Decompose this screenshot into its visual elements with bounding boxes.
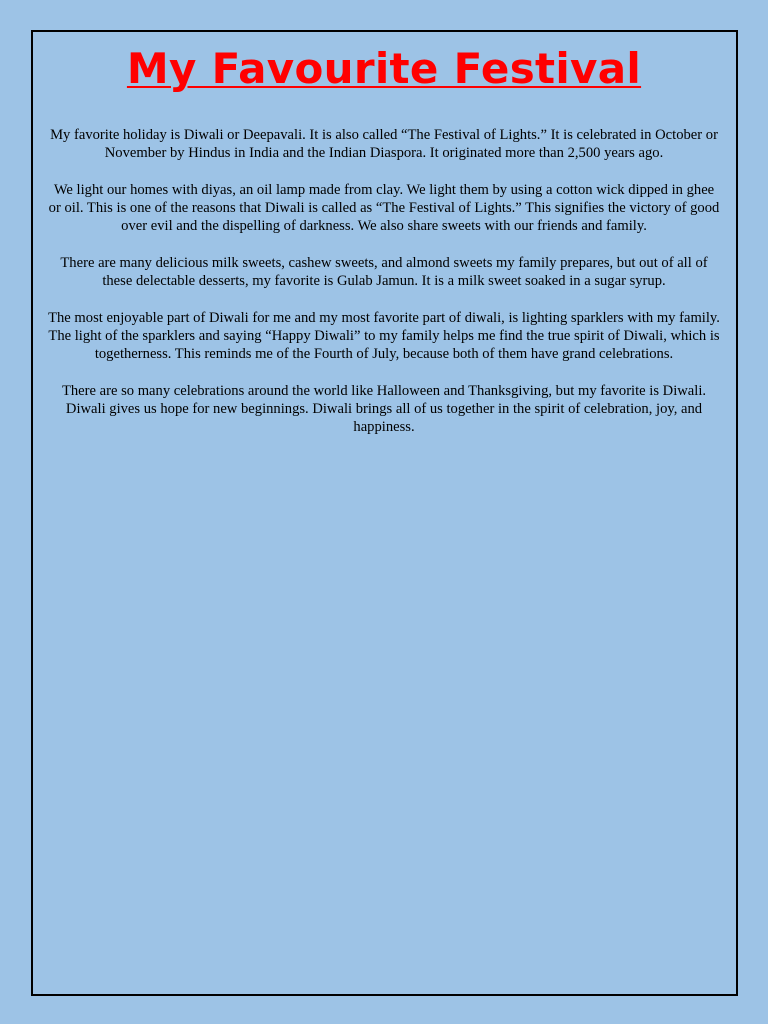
paragraph-conclusion: There are so many celebrations around the world like Halloween and Thanksgiving, but my favorite is Diwali. Diwali gives us hope for new beginnings. Diwali brings all of us together in the spirit of celebration, joy, and happiness. (61, 383, 707, 435)
paragraph-sparklers: The most enjoyable part of Diwali for me and my most favorite part of diwali, is lighting sparklers with my family. The light of the sparklers and saying “Happy Diwali” to my family helps me find the true spirit of Diwali, which is togetherness. This reminds me of the Fourth of July, because both of them have grand celebrations. (48, 310, 720, 362)
page-title: My Favourite Festival (126, 44, 642, 93)
essay-body (46, 126, 722, 455)
paragraph-diyas: We light our homes with diyas, an oil lamp made from clay. We light them by using a cotton wick dipped in ghee or oil. This is one of the reasons that Diwali is called as “The Festival of Lights.” This signifies the victory of good over evil and the dispelling of darkness. We also share sweets with our friends and family. (48, 182, 720, 234)
paragraph-sweets: There are many delicious milk sweets, cashew sweets, and almond sweets my family prepares, but out of all of these delectable desserts, my favorite is Gulab Jamun. It is a milk sweet soaked in a sugar syrup. (60, 255, 708, 289)
paragraph-intro: My favorite holiday is Diwali or Deepavali. It is also called “The Festival of Lights.” It is celebrated in October or November by Hindus in India and the Indian Diaspora. It originated more than 2,500 years ago. (50, 127, 718, 161)
